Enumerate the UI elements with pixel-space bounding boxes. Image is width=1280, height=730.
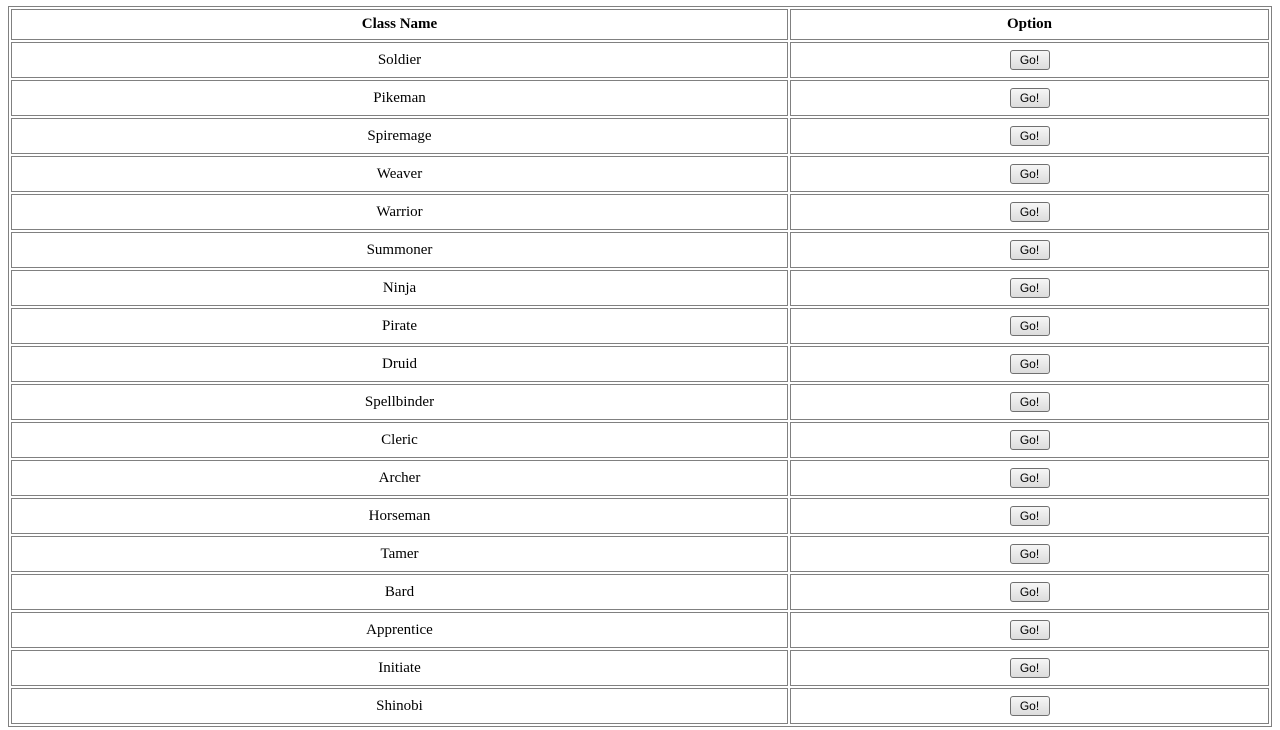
option-cell	[790, 384, 1269, 420]
go-button[interactable]: Go!	[1010, 88, 1050, 108]
option-cell	[790, 498, 1269, 534]
class-name-cell: Ninja	[11, 270, 788, 306]
go-button[interactable]: Go!	[1010, 582, 1050, 602]
column-header-option: Option	[790, 9, 1269, 40]
class-name-cell: Spellbinder	[11, 384, 788, 420]
go-button[interactable]: Go!	[1010, 430, 1050, 450]
class-name-cell: Summoner	[11, 232, 788, 268]
class-name-cell: Soldier	[11, 42, 788, 78]
table-row	[11, 422, 1269, 458]
column-header-class-name: Class Name	[11, 9, 788, 40]
table-row	[11, 384, 1269, 420]
table-header-row	[11, 9, 1269, 40]
table-row	[11, 574, 1269, 610]
option-cell	[790, 80, 1269, 116]
option-cell	[790, 232, 1269, 268]
go-button[interactable]: Go!	[1010, 240, 1050, 260]
option-cell	[790, 650, 1269, 686]
option-cell	[790, 42, 1269, 78]
class-name-cell: Shinobi	[11, 688, 788, 724]
option-cell	[790, 194, 1269, 230]
class-name-cell: Apprentice	[11, 612, 788, 648]
class-name-cell: Pikeman	[11, 80, 788, 116]
class-name-cell: Initiate	[11, 650, 788, 686]
go-button[interactable]: Go!	[1010, 278, 1050, 298]
class-name-cell: Druid	[11, 346, 788, 382]
class-name-cell: Weaver	[11, 156, 788, 192]
table-row	[11, 118, 1269, 154]
class-name-cell: Warrior	[11, 194, 788, 230]
option-cell	[790, 574, 1269, 610]
class-name-cell: Cleric	[11, 422, 788, 458]
go-button[interactable]: Go!	[1010, 126, 1050, 146]
table-row	[11, 156, 1269, 192]
go-button[interactable]: Go!	[1010, 658, 1050, 678]
class-table	[8, 6, 1272, 727]
table-row	[11, 498, 1269, 534]
table-row	[11, 346, 1269, 382]
go-button[interactable]: Go!	[1010, 392, 1050, 412]
go-button[interactable]: Go!	[1010, 468, 1050, 488]
table-row	[11, 536, 1269, 572]
class-list-container	[8, 6, 1272, 727]
class-name-cell: Archer	[11, 460, 788, 496]
table-row	[11, 42, 1269, 78]
option-cell	[790, 270, 1269, 306]
table-row	[11, 650, 1269, 686]
table-row	[11, 612, 1269, 648]
option-cell	[790, 346, 1269, 382]
class-name-cell: Pirate	[11, 308, 788, 344]
go-button[interactable]: Go!	[1010, 354, 1050, 374]
go-button[interactable]: Go!	[1010, 620, 1050, 640]
table-row	[11, 460, 1269, 496]
class-name-cell: Bard	[11, 574, 788, 610]
option-cell	[790, 308, 1269, 344]
option-cell	[790, 156, 1269, 192]
class-name-cell: Tamer	[11, 536, 788, 572]
go-button[interactable]: Go!	[1010, 50, 1050, 70]
table-row	[11, 80, 1269, 116]
table-row	[11, 688, 1269, 724]
go-button[interactable]: Go!	[1010, 202, 1050, 222]
option-cell	[790, 612, 1269, 648]
go-button[interactable]: Go!	[1010, 164, 1050, 184]
class-name-cell: Spiremage	[11, 118, 788, 154]
option-cell	[790, 460, 1269, 496]
option-cell	[790, 118, 1269, 154]
table-row	[11, 270, 1269, 306]
go-button[interactable]: Go!	[1010, 696, 1050, 716]
go-button[interactable]: Go!	[1010, 506, 1050, 526]
option-cell	[790, 422, 1269, 458]
class-name-cell: Horseman	[11, 498, 788, 534]
table-row	[11, 232, 1269, 268]
option-cell	[790, 536, 1269, 572]
go-button[interactable]: Go!	[1010, 544, 1050, 564]
table-row	[11, 194, 1269, 230]
option-cell	[790, 688, 1269, 724]
go-button[interactable]: Go!	[1010, 316, 1050, 336]
class-table-body	[11, 42, 1269, 724]
table-row	[11, 308, 1269, 344]
